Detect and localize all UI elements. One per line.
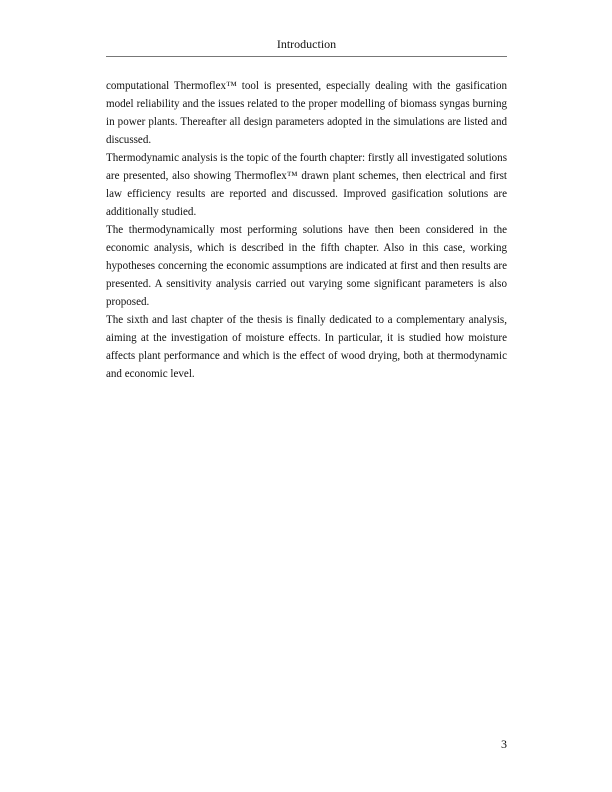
paragraph: Thermodynamic analysis is the topic of the fourth chapter: firstly all investigated solutions are presented, also showing Thermoflex™ drawn plant schemes, then electrical and first law efficiency results are reported and discussed. Improved gasification solutions are additionally studied. [106,152,507,218]
paragraph: computational Thermoflex™ tool is presented, especially dealing with the gasification model reliability and the issues related to the proper modelling of biomass syngas burning in power plants. Thereafter all design parameters adopted in the simulations are listed and discussed. [106,80,507,146]
paragraph: The sixth and last chapter of the thesis is finally dedicated to a complementary analysis, aiming at the investigation of moisture effects. In particular, it is studied how moisture affects plant performance and which is the effect of wood drying, both at thermodynamic and economic level. [106,314,507,380]
paragraph: The thermodynamically most performing solutions have then been considered in the economic analysis, which is described in the fifth chapter. Also in this case, working hypotheses concerning the economic assumptions are indicated at first and then results are presented. A sensitivity analysis carried out varying some significant parameters is also proposed. [106,224,507,308]
running-header: Introduction [276,37,337,51]
header-rule [106,56,507,57]
page-number: 3 [501,737,507,751]
body-text [106,77,507,383]
